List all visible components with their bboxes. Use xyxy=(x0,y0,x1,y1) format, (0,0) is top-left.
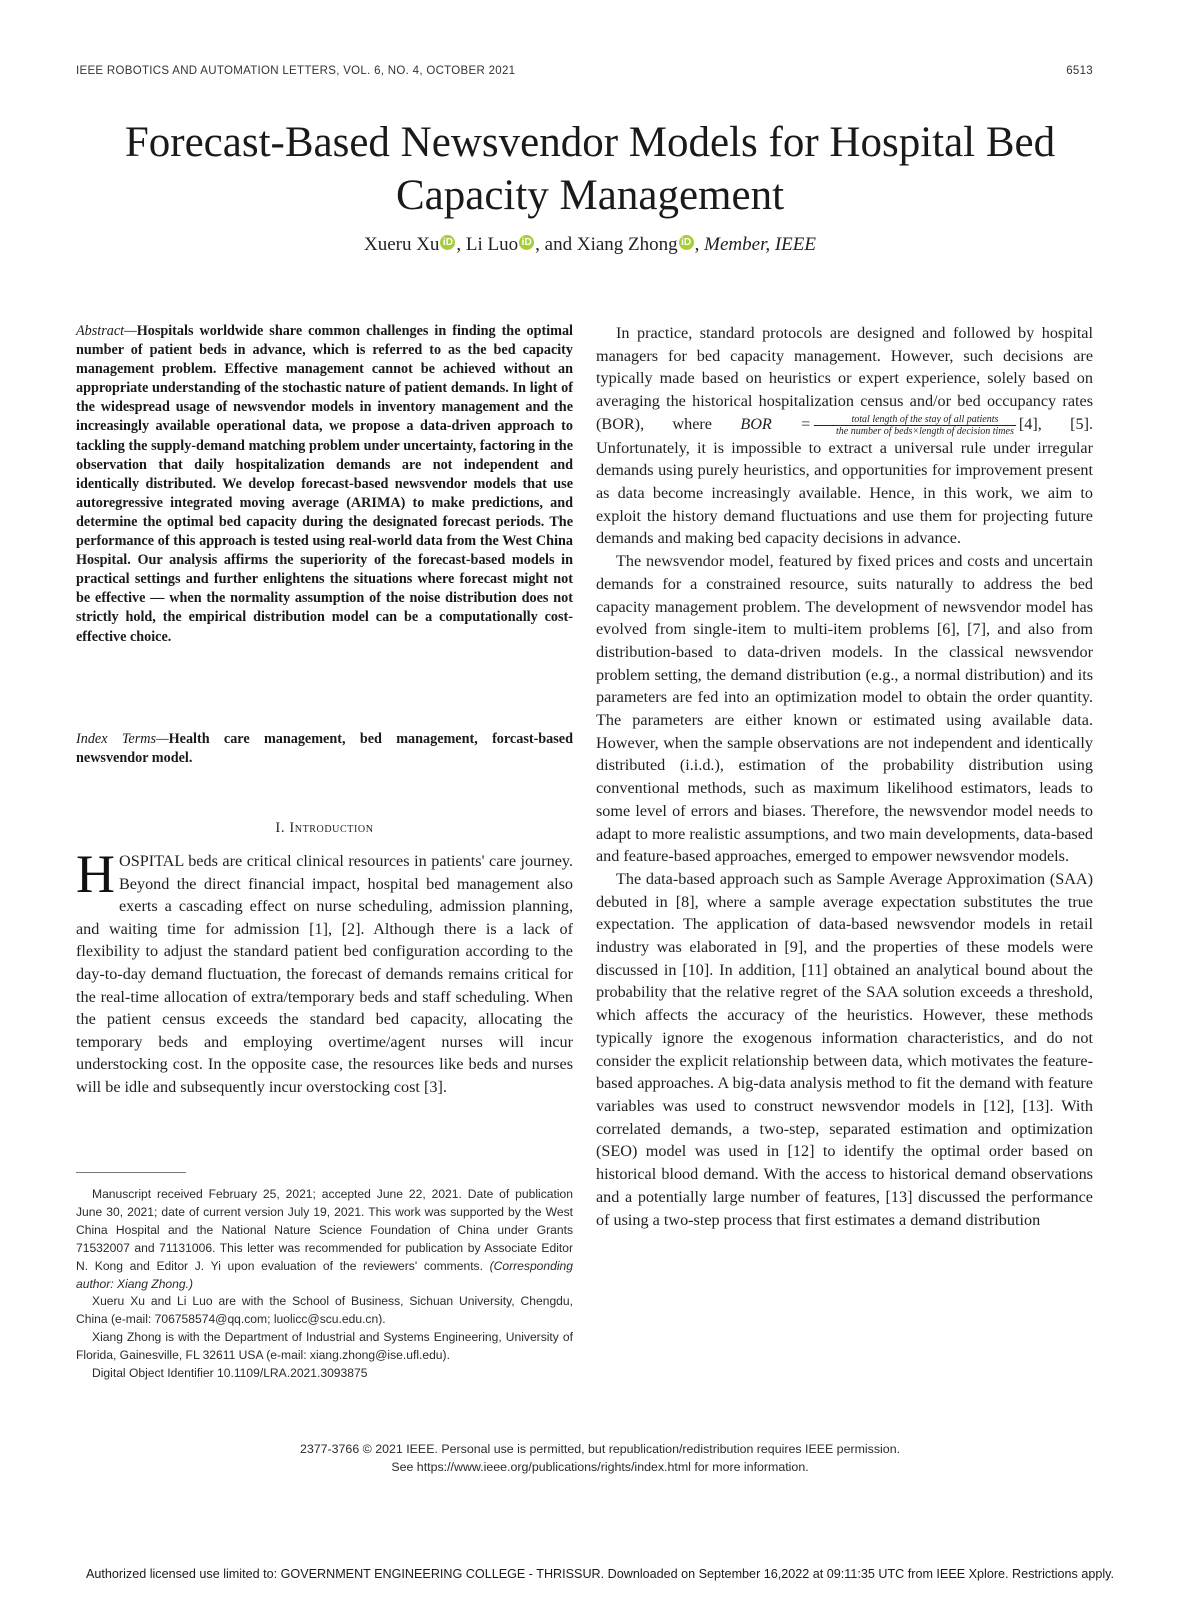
index-terms-text: Health care management, bed management, forcast-based newsvendor model. xyxy=(76,731,573,767)
bor-fraction-denominator: the number of beds×length of decision times xyxy=(836,425,1014,437)
drop-cap: H xyxy=(76,844,115,904)
index-terms xyxy=(76,730,573,768)
rights-link-line[interactable]: See https://www.ieee.org/publications/rights/index.html for more information. xyxy=(391,1460,809,1474)
footnote-manuscript-text: Manuscript received February 25, 2021; accepted June 22, 2021. Date of publication June 30, 2021; date of current version July 19, 2021. This work was supported by the West China Hospital and the National Nature Science Foundation of China under Grants 71532007 and 71131006. This letter was recommended for publication by Associate Editor N. Kong and Editor J. Yi upon evaluation of the reviewers' comments. xyxy=(76,1187,573,1273)
intro-paragraph xyxy=(76,844,573,1099)
running-head xyxy=(76,65,1093,77)
author-list xyxy=(60,234,1120,256)
author-separator: , xyxy=(456,234,466,255)
author-name: , and Xiang Zhong xyxy=(535,234,678,255)
index-terms-label: Index Terms— xyxy=(76,731,169,747)
page-number: 6513 xyxy=(1066,65,1093,77)
body-text: [4], [5]. Unfortunately, it is impossible to extract a universal rule under irregular demands using purely heuristics, and opportunities for improvement present as data become increasingly available. Hence, in this work, we aim to exploit the history demand fluctuations and use them for projecting future demands and making bed capacity decisions in advance. xyxy=(596,414,1094,548)
journal-citation: IEEE ROBOTICS AND AUTOMATION LETTERS, VOL. 6, NO. 4, OCTOBER 2021 xyxy=(76,65,516,77)
body-paragraph: The newsvendor model, featured by fixed prices and costs and uncertain demands for a constrained resource, suits naturally to address the bed capacity management problem. The development of newsvendor model has evolved from single-item to multi-item problems [6], [7], and also from distribution-based to data-driven models. In the classical newsvendor problem setting, the demand distribution (e.g., a normal distribution) and its parameters are fed into an optimization model to obtain the order quantity. The parameters are either known or estimated using available data. However, when the sample observations are not independent and identically distributed (i.i.d.), estimation of the probability distribution using conventional methods, such as maximum likelihood estimators, leads to some level of errors and biases. Therefore, the newsvendor model needs to adapt to more realistic assumptions, and two main developments, data-based and feature-based approaches, emerged to empower newsvendor models. xyxy=(596,552,1093,866)
intro-text: OSPITAL beds are critical clinical resources in patients' care journey. Beyond the direct financial impact, hospital bed management also exerts a cascading effect on nurse scheduling, admission planning, and waiting time for admission [1], [2]. Although there is a lack of flexibility to adjust the standard patient bed configuration according to the day-to-day demand fluctuation, the forecast of demands remains critical for the real-time allocation of extra/temporary beds and staff scheduling. When the patient census exceeds the standard bed capacity, allocating the temporary beds and employing overtime/agent nurses will incur understocking cost. In the opposite case, the resources like beds and nurses will be idle and subsequently incur overstocking cost [3]. xyxy=(76,852,573,1096)
abstract xyxy=(76,322,573,647)
author-name: Li Luo xyxy=(465,234,519,255)
section-heading xyxy=(76,820,573,837)
footnotes xyxy=(76,1186,573,1383)
title-line-1: Forecast-Based Newsvendor Models for Hospital Bed xyxy=(124,119,1056,166)
author-name: Xueru Xu xyxy=(363,234,440,255)
body-paragraph: The data-based approach such as Sample Average Approximation (SAA) debuted in [8], where a sample average expectation substitutes the true expectation. The application of data-based newsvendor models in retail industry was elaborated in [9], and the properties of these models were discussed in [10]. In addition, [11] obtained an analytical bound about the probability that the relative regret of the SAA solution exceeds a threshold, which affects the accuracy of the heuristics. However, these methods typically ignore the exogenous information characteristics, and do not consider the explicit relationship between data, which motivates the feature-based approaches. A big-data analysis method to fit the demand with feature variables was used to construct newsvendor models in [12], [13]. With correlated demands, a two-step, separated estimation and optimization (SEO) model was used in [12] to identify the optimal order based on historical blood demand. With the access to historical demand observations and a potentially large number of features, [13] discussed the performance of using a two-step process that first estimates a demand distribution xyxy=(596,869,1093,1229)
section-title: Introduction xyxy=(289,820,374,836)
bor-fraction xyxy=(814,414,1016,437)
orcid-icon[interactable]: iD xyxy=(440,235,455,250)
orcid-icon[interactable]: iD xyxy=(519,235,534,250)
abstract-label: Abstract— xyxy=(76,323,137,339)
author-separator: , xyxy=(694,234,705,255)
title-line-2: Capacity Management xyxy=(395,172,785,219)
body-paragraph xyxy=(596,322,1093,550)
author-membership: Member, IEEE xyxy=(704,234,817,255)
section-number: I. xyxy=(275,820,286,836)
bor-formula-lhs: BOR = xyxy=(740,414,812,433)
copyright-notice xyxy=(100,1440,1100,1476)
copyright-line: 2377-3766 © 2021 IEEE. Personal use is permitted, but republication/redistribution requires IEEE permission. xyxy=(299,1442,901,1456)
footnote-affiliation: Xueru Xu and Li Luo are with the School of Business, Sichuan University, Chengdu, China (e-mail: 706758574@qq.com; luolicc@scu.edu.cn). xyxy=(76,1294,573,1327)
footnote-affiliation: Xiang Zhong is with the Department of Industrial and Systems Engineering, University of Florida, Gainesville, FL 32611 USA (e-mail: xiang.zhong@ise.ufl.edu). xyxy=(76,1330,573,1363)
orcid-icon[interactable]: iD xyxy=(679,235,694,250)
body-text: In practice, standard protocols are designed and followed by hospital managers for bed capacity management. However, such decisions are typically made based on heuristics or expert experience, solely based on averaging the historical hospitalization census and/or bed occupancy rates (BOR), where xyxy=(596,324,1093,433)
bor-fraction-numerator: total length of the stay of all patients xyxy=(814,414,1016,426)
footnote-manuscript xyxy=(76,1186,573,1293)
abstract-text: Hospitals worldwide share common challenges in finding the optimal number of patient beds in advance, which is referred to as the bed capacity management problem. Effective management cannot be achieved without an appropriate understanding of the stochastic nature of patient demands. In light of the widespread usage of newsvendor models in inventory management and the increasingly available operational data, we propose a data-driven approach to tackling the supply-demand matching problem under uncertainty, factoring in the observation that daily hospitalization demands are not independent and identically distributed. We develop forecast-based newsvendor models that use autoregressive integrated moving average (ARIMA) to make predictions, and determine the optimal bed capacity during the designated forecast periods. The performance of this approach is tested using real-world data from the West China Hospital. Our analysis affirms the superiority of the forecast-based models in practical settings and further enlightens the situations where forecast might not be effective — when the normality assumption of the noise distribution does not strictly hold, the empirical distribution model can be a computationally cost-effective choice. xyxy=(76,323,573,645)
corresponding-author: (Corresponding author: Xiang Zhong.) xyxy=(76,1258,573,1291)
footnote-divider xyxy=(76,1172,186,1173)
right-column-body xyxy=(596,322,1093,1231)
authorized-use-footer: Authorized licensed use limited to: GOVERNMENT ENGINEERING COLLEGE - THRISSUR. Downloaded on September 16,2022 at 09:11:35 UTC from IEEE Xplore. Restrictions apply. xyxy=(86,1567,1114,1581)
footnote-doi: Digital Object Identifier 10.1109/LRA.2021.3093875 xyxy=(92,1366,368,1381)
paper-title xyxy=(60,116,1120,222)
